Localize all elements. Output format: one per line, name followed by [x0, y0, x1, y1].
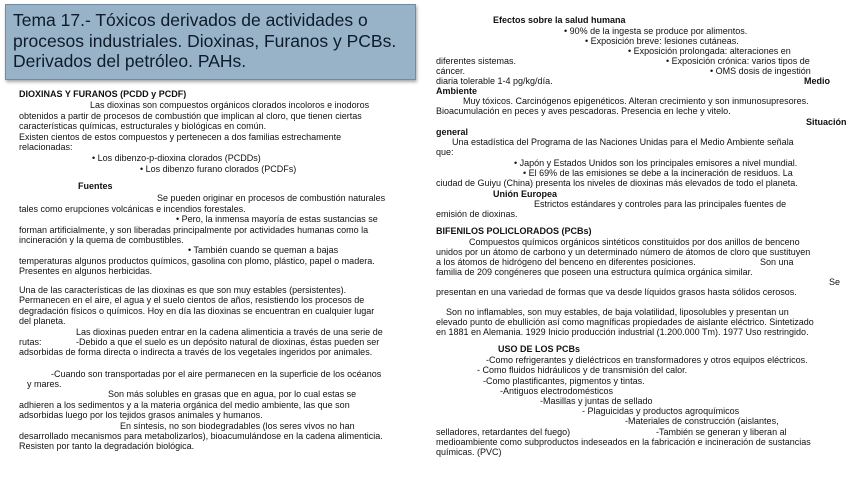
text-line: -Cuando son transportadas por el aire permanecen en la superficie de los océanos: [51, 369, 382, 379]
bullet-item: • Los dibenzo furano clorados (PCDFs): [140, 164, 297, 174]
title-line-1: Tema 17.- Tóxicos derivados de actividades o: [13, 10, 368, 30]
text-line: desarrollado mecanismos para metabolizarlos), bioacumulándose en la cadena alimenticia.: [19, 431, 383, 441]
bullet-item: • Exposición prolongada: alteraciones en: [628, 46, 791, 56]
text-line: Existen cientos de estos compuestos y pertenecen a dos familias estrechamente: [19, 132, 342, 142]
heading-bifenilos: BIFENILOS POLICLORADOS (PCBs): [436, 226, 592, 236]
list-item: -Materiales de construcción (aislantes,: [625, 416, 779, 426]
text-line: relacionadas:: [19, 142, 73, 152]
slide-title-box: [5, 4, 416, 80]
text-line: obtenidos a partir de procesos de combustión que implican al cloro, que tienen ciertas: [19, 111, 362, 121]
text-line: temperaturas algunos productos químicos, gasolina con plomo, plástico, papel o madera.: [19, 256, 375, 266]
text-line: Estrictos estándares y controles para las principales fuentes de: [534, 199, 787, 209]
heading-fuentes: Fuentes: [78, 181, 113, 191]
text-line: Son una: [760, 257, 794, 267]
heading-union-europea: Unión Europea: [493, 189, 558, 199]
text-line: Son no inflamables, son muy estables, de baja volatilidad, liposolubles y presentan un: [446, 307, 789, 317]
text-line: medioambiente como subproductos indeseados en la fabricación e incineración de sustancias: [436, 437, 811, 447]
list-item: -Antiguos electrodomésticos: [500, 386, 614, 396]
text-line: unidos por un átomo de carbono y un determinado número de átomos de cloro que sustituyen: [436, 247, 811, 257]
text-line: Presentes en algunos herbicidas.: [19, 266, 153, 276]
text-line: elevado punto de ebullición así como magníficas propiedades de aislante eléctrico. Sintetizado: [436, 317, 814, 327]
heading-uso-pcbs: USO DE LOS PCBs: [498, 344, 581, 354]
list-item: -También se generan y liberan al: [656, 427, 787, 437]
text-line: Permanecen en el aire, el agua y el suelo cientos de años, resistiendo los procesos de: [19, 295, 365, 305]
text-line: adhieren a los sedimentos y a la materia orgánica del medio ambiente, las que son: [19, 400, 350, 410]
heading-medio: Medio: [804, 76, 830, 86]
bullet-item: • Los dibenzo-p-dioxina clorados (PCDDs): [92, 153, 261, 163]
text-line: adsorbidas luego por los tejidos grasos animales y humanos.: [19, 410, 263, 420]
text-line: que:: [436, 147, 454, 157]
bullet-item: • Japón y Estados Unidos son los principales emisores a nivel mundial.: [514, 158, 798, 168]
bullet-item: • 90% de la ingesta se produce por alimentos.: [564, 26, 748, 36]
text-line: incineración y la quema de combustibles.: [19, 235, 184, 245]
text-line: Resisten por tanto la degradación biológica.: [19, 441, 195, 451]
list-item: -Como refrigerantes y dieléctricos en transformadores y otros equipos eléctricos.: [486, 355, 808, 365]
heading-general: general: [436, 127, 469, 137]
text-line: rutas:: [19, 337, 42, 347]
text-line: químicas. (PVC): [436, 447, 502, 457]
text-line: En síntesis, no son biodegradables (los seres vivos no han: [120, 421, 355, 431]
heading-ambiente: Ambiente: [436, 86, 478, 96]
list-item: selladores, retardantes del fuego): [436, 427, 571, 437]
text-line: y mares.: [27, 379, 62, 389]
bullet-item: • El 69% de las emisiones se debe a la incineración de residuos. La: [523, 168, 793, 178]
text-line: características químicas, estructurales y biológicas en común.: [19, 121, 267, 131]
text-line: Compuestos químicos orgánicos sintéticos constituidos por dos anillos de benceno: [469, 237, 800, 247]
text-line: degradación físicos o químicos. Hoy en día las dioxinas se encuentran en cualquier lugar: [19, 306, 375, 316]
text-line: ciudad de Guiyu (China) presenta los niveles de dioxinas más elevados de todo el planeta.: [436, 178, 798, 188]
slide-title: [13, 10, 413, 72]
heading-efectos-salud: Efectos sobre la salud humana: [493, 15, 626, 25]
heading-dioxinas-furanos: DIOXINAS Y FURANOS (PCDD y PCDF): [19, 89, 187, 99]
text-line: Se pueden originar en procesos de combustión naturales: [157, 193, 386, 203]
list-item: -Como plastificantes, pigmentos y tintas.: [483, 376, 645, 386]
text-line: Una de las características de las dioxinas es que son muy estables (persistentes).: [19, 285, 347, 295]
text-line: emisión de dioxinas.: [436, 209, 518, 219]
text-line: familia de 209 congéneres que poseen una estructura química orgánica similar.: [436, 267, 753, 277]
title-line-2: procesos industriales. Dioxinas, Furanos y PCBs.: [13, 30, 397, 51]
bullet-item: • Pero, la inmensa mayoría de estas sustancias se: [176, 214, 378, 224]
list-item: - Plaguicidas y productos agroquímicos: [582, 406, 740, 416]
bullet-item: • OMS dosis de ingestión: [710, 66, 811, 76]
list-item: -Masillas y juntas de sellado: [540, 396, 653, 406]
text-line: presentan en una variedad de formas que va desde líquidos grasos hasta sólidos cerosos.: [436, 287, 797, 297]
text-line: Se: [829, 277, 841, 287]
text-line: en 1881 en Alemania. 1929 Inicio producción industrial (1.200.000 Tm). 1977 Uso restringido.: [436, 327, 809, 337]
text-line: cáncer.: [436, 66, 466, 76]
text-line: tales como erupciones volcánicas e incendios forestales.: [19, 204, 246, 214]
heading-situacion: Situación: [806, 117, 847, 127]
title-line-3: Derivados del petróleo. PAHs.: [13, 51, 247, 71]
text-line: forman artificialmente, y son liberadas principalmente por actividades humanas como la: [19, 225, 369, 235]
text-line: Muy tóxicos. Carcinógenos epigenéticos. Alteran crecimiento y son inmunosupresores.: [463, 96, 809, 106]
text-line: Son más solubles en grasas que en agua, por lo cual estas se: [108, 389, 357, 399]
text-line: a los átomos de hidrógeno del benceno en diferentes posiciones.: [436, 257, 696, 267]
text-line: del planeta.: [19, 316, 66, 326]
text-line: Una estadística del Programa de las Naciones Unidas para el Medio Ambiente señala: [452, 137, 794, 147]
bullet-item: • También cuando se queman a bajas: [188, 245, 339, 255]
bullet-item: • Exposición crónica: varios tipos de: [666, 56, 810, 66]
text-line: Las dioxinas son compuestos orgánicos clorados incoloros e inodoros: [90, 100, 370, 110]
text-line: diaria tolerable 1-4 pg/kg/día.: [436, 76, 553, 86]
text-line: adsorbidas de forma directa o indirecta a través de los vegetales ingeridos por animales.: [19, 347, 373, 357]
text-line: diferentes sistemas.: [436, 56, 517, 66]
text-line: Las dioxinas pueden entrar en la cadena alimenticia a través de una serie de: [76, 327, 383, 337]
text-line: -Debido a que el suelo es un depósito natural de dioxinas, éstas pueden ser: [76, 337, 380, 347]
text-line: Bioacumulación en peces y aves pescadoras. Presencia en leche y vitelo.: [436, 106, 731, 116]
bullet-item: • Exposición breve: lesiones cutáneas.: [585, 36, 739, 46]
list-item: - Como fluidos hidráulicos y de transmisión del calor.: [477, 365, 688, 375]
